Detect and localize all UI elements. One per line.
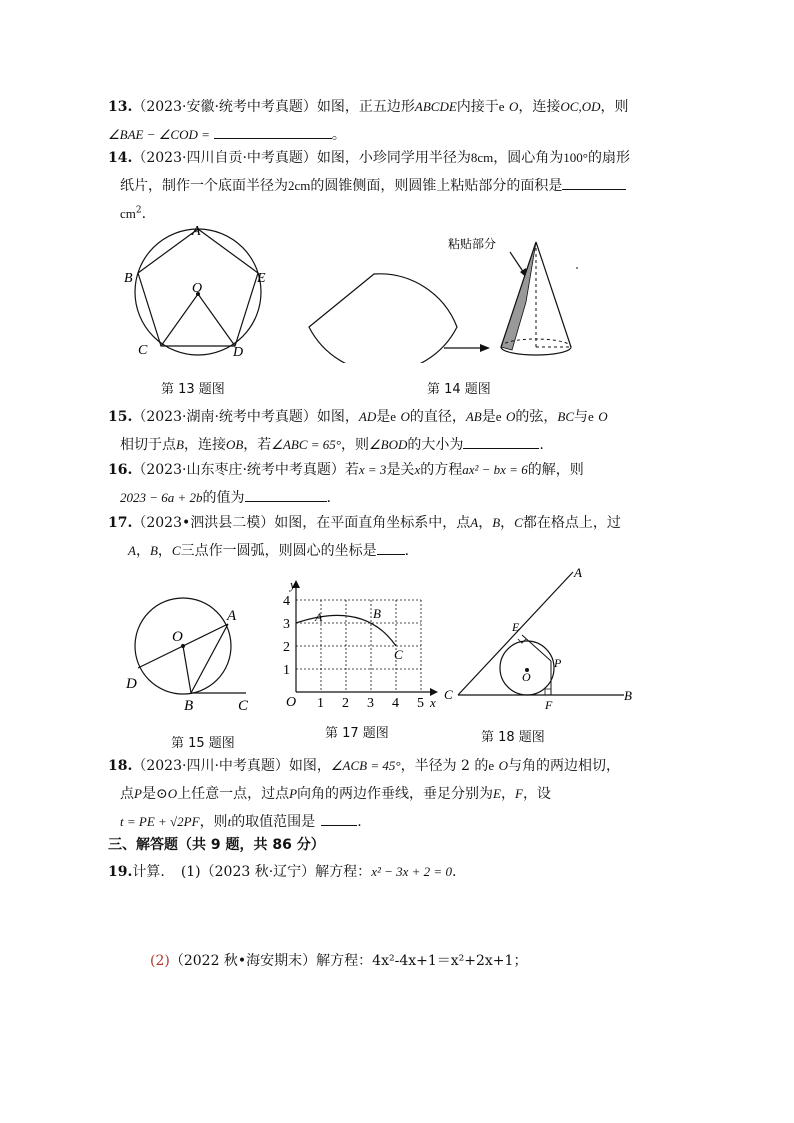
math: ∠ACB = 45°: [330, 758, 401, 773]
x-tick-1: 1: [317, 696, 324, 711]
math: 2cm: [288, 178, 311, 193]
question-text: 纸片，制作一个底面半径为: [120, 178, 288, 194]
figure-13-caption: 第 13 题图: [161, 382, 225, 397]
label-f: F: [545, 698, 553, 712]
question-text: 三点作一圆弧，则圆心的坐标是: [180, 543, 377, 559]
figure-18: [440, 560, 640, 720]
figure-18-caption: 第 18 题图: [481, 730, 545, 745]
question-text: （2022 秋•海安期末）解方程：4x²-4x+1＝x²+2x+1；: [169, 953, 528, 969]
question-text: 与角的两边相切，: [508, 758, 621, 774]
math: P: [134, 786, 142, 801]
math: x: [414, 462, 421, 477]
question-text: .: [357, 814, 362, 830]
origin-label: O: [286, 695, 297, 710]
arrow-head: [480, 344, 490, 352]
question-19-part-2: [150, 948, 740, 975]
question-text: 与: [574, 409, 588, 425]
y-tick-1: 1: [283, 663, 290, 678]
label-b: B: [624, 688, 632, 703]
math: B: [176, 437, 184, 452]
math: O: [498, 758, 509, 773]
math: O: [505, 409, 516, 424]
math: 100°: [563, 150, 588, 165]
label-a: A: [574, 565, 582, 580]
figure-13: [120, 222, 280, 362]
question-number: 18.: [108, 758, 133, 774]
question-text: ，: [478, 515, 493, 531]
label-c: C: [238, 698, 249, 714]
point-b-label: B: [373, 606, 381, 621]
math: 8cm: [470, 150, 494, 165]
math: BC: [557, 409, 574, 424]
question-text: ，: [500, 515, 515, 531]
question-text: 的值为: [202, 490, 245, 506]
label-p: P: [554, 656, 562, 670]
chord-ab: [191, 624, 228, 693]
question-text: ，: [157, 543, 172, 559]
label-b: B: [184, 698, 194, 714]
question-text: 相切于点: [120, 437, 176, 453]
question-text: ，设: [522, 786, 551, 802]
question-text: 向角的两边作垂线，垂足分别为: [297, 786, 494, 802]
math: x = 3: [358, 462, 387, 477]
math: O: [400, 409, 410, 424]
point-a-label: A: [315, 610, 323, 624]
question-number: 16.: [108, 462, 133, 478]
question-text: ，: [500, 786, 515, 802]
math: ∠BAE − ∠COD =: [108, 127, 210, 142]
x-axis-label: x: [430, 695, 436, 710]
math: ax² − bx = 6: [462, 462, 528, 477]
question-text: 都在格点上，过: [522, 515, 621, 531]
answer-blank[interactable]: [214, 124, 332, 139]
question-text: ，则: [600, 99, 629, 115]
radius-ob: [183, 646, 191, 693]
question-text: ，: [135, 543, 150, 559]
label-o: O: [192, 281, 203, 296]
question-text: 是: [376, 409, 391, 425]
math: C: [171, 543, 181, 558]
question-text: 的大小为: [407, 437, 464, 453]
question-text: .: [539, 437, 544, 453]
section-heading: 三、解答题（共 9 题，共 86 分）: [108, 837, 325, 853]
y-tick-2: 2: [283, 640, 290, 655]
answer-blank[interactable]: [463, 434, 539, 449]
math: x² − 3x + 2 = 0: [371, 864, 452, 879]
question-text: .: [326, 490, 331, 506]
math: AD: [358, 409, 377, 424]
math: B: [149, 543, 158, 558]
y-tick-3: 3: [283, 617, 290, 632]
question-text: 上任意一点，过点: [177, 786, 290, 802]
right-angle-f: [545, 689, 551, 695]
x-tick-4: 4: [392, 696, 399, 711]
math: AB: [465, 409, 482, 424]
math: t: [227, 814, 232, 829]
question-text: 的弦，: [515, 409, 558, 425]
question-text: （2023·四川自贡·中考真题）如图，小珍同学用半径为: [132, 150, 471, 166]
perpendicular-pe: [522, 635, 551, 661]
label-o: O: [522, 670, 531, 684]
x-tick-2: 2: [342, 696, 349, 711]
math: ∠ABC = 65°: [271, 437, 341, 452]
unit-exponent: 2: [135, 205, 142, 216]
cone-side-right: [536, 242, 571, 347]
math: ∠BOD: [368, 437, 408, 452]
question-text: 的方程: [420, 462, 463, 478]
question-text: 的直径，: [409, 409, 466, 425]
question-text: ，则: [340, 437, 369, 453]
math: A: [470, 515, 479, 530]
question-text: （2023·安徽·统考中考真题）如图，正五边形: [132, 99, 415, 115]
math: 2023 − 6a + 2b: [120, 490, 203, 505]
question-text: （2023·山东枣庄·统考中考真题）若: [132, 462, 359, 478]
question-14: [108, 144, 698, 228]
math: OC,OD: [560, 99, 601, 114]
question-number: 15.: [108, 409, 133, 425]
paste-label: 粘贴部分: [448, 237, 497, 251]
label-a: A: [192, 224, 201, 239]
question-text: 。: [331, 127, 346, 143]
question-text: 是⊙: [141, 786, 168, 802]
cone-side-left: [501, 242, 536, 347]
question-number: 19.: [108, 864, 133, 880]
question-text: ，则: [199, 814, 228, 830]
circle-symbol: e: [390, 409, 397, 424]
question-text: .: [141, 206, 147, 222]
label-e: E: [257, 271, 266, 286]
point-c-label: C: [394, 647, 403, 662]
question-18: [108, 752, 698, 836]
question-text: 的扇形: [587, 150, 630, 166]
math: C: [514, 515, 523, 530]
y-tick-4: 4: [283, 594, 290, 609]
question-text: 的圆锥侧面，则圆锥上粘贴部分的面积是: [310, 178, 563, 194]
x-tick-5: 5: [417, 696, 424, 711]
question-text: (1)（2023 秋·辽宁）解方程：: [180, 864, 372, 880]
question-text: 是: [481, 409, 496, 425]
math: P: [289, 786, 298, 801]
question-text: 是关: [386, 462, 415, 478]
label-c: C: [444, 687, 453, 702]
y-axis-label: y: [290, 577, 296, 592]
label-d: D: [126, 676, 137, 692]
question-text: 的取值范围是: [231, 814, 316, 830]
answer-blank[interactable]: [562, 175, 626, 190]
circle-symbol: e: [488, 758, 495, 773]
question-number: 14.: [108, 150, 133, 166]
math: OB: [225, 437, 244, 452]
question-16: [108, 456, 698, 512]
math: E: [493, 786, 501, 801]
question-number: 13.: [108, 99, 133, 115]
math: A: [128, 543, 136, 558]
label-o: O: [172, 629, 183, 645]
label-a: A: [227, 608, 237, 624]
math: F: [514, 786, 523, 801]
figure-14: [300, 228, 600, 363]
question-text: （2023•泗洪县二模）如图，在平面直角坐标系中，点: [132, 515, 471, 531]
math: O: [509, 99, 519, 114]
question-text: （2023·湖南·统考中考真题）如图，: [132, 409, 359, 425]
question-text: 点: [120, 786, 134, 802]
label-d: D: [233, 345, 244, 360]
answer-blank[interactable]: [321, 811, 357, 826]
question-text: .: [404, 543, 410, 559]
question-text: ，半径为 2 的: [400, 758, 489, 774]
x-tick-3: 3: [367, 696, 374, 711]
label-b: B: [124, 271, 133, 286]
part-number: (2): [150, 953, 170, 969]
radii-oc-od: [161, 294, 235, 346]
math: t = PE + √2PF: [120, 814, 200, 829]
answer-blank[interactable]: [377, 540, 405, 555]
question-text: 内接于: [456, 99, 499, 115]
question-19: [108, 858, 698, 886]
circle-symbol: e: [495, 409, 502, 424]
label-e: E: [512, 620, 520, 634]
figure-17: [282, 576, 442, 716]
question-text: 的解，则: [527, 462, 584, 478]
question-15: [108, 403, 698, 459]
figure-15: [120, 596, 260, 716]
figure-15-caption: 第 15 题图: [171, 736, 235, 751]
question-text: （2023·四川·中考真题）如图，: [132, 758, 331, 774]
circle-symbol: e: [588, 409, 594, 424]
question-text: ，连接: [183, 437, 226, 453]
math: O: [167, 786, 178, 801]
figure-14-caption: 第 14 题图: [427, 382, 491, 397]
label-arrow-line: [510, 252, 524, 273]
question-13: [108, 93, 698, 149]
circle-symbol: e: [498, 99, 505, 114]
math: B: [492, 515, 501, 530]
question-text: ，若: [243, 437, 272, 453]
question-17: [108, 509, 698, 565]
question-text: ，连接: [518, 99, 561, 115]
question-text: 计算.: [132, 864, 165, 880]
sector: [309, 274, 457, 363]
figure-17-caption: 第 17 题图: [325, 726, 389, 741]
question-text: ，圆心角为: [493, 150, 564, 166]
math: O: [598, 409, 608, 424]
math: ABCDE: [414, 99, 457, 114]
question-text: .: [451, 864, 457, 880]
label-c: C: [138, 343, 148, 358]
unit: cm: [120, 206, 136, 221]
answer-blank[interactable]: [245, 487, 327, 502]
question-number: 17.: [108, 515, 133, 531]
